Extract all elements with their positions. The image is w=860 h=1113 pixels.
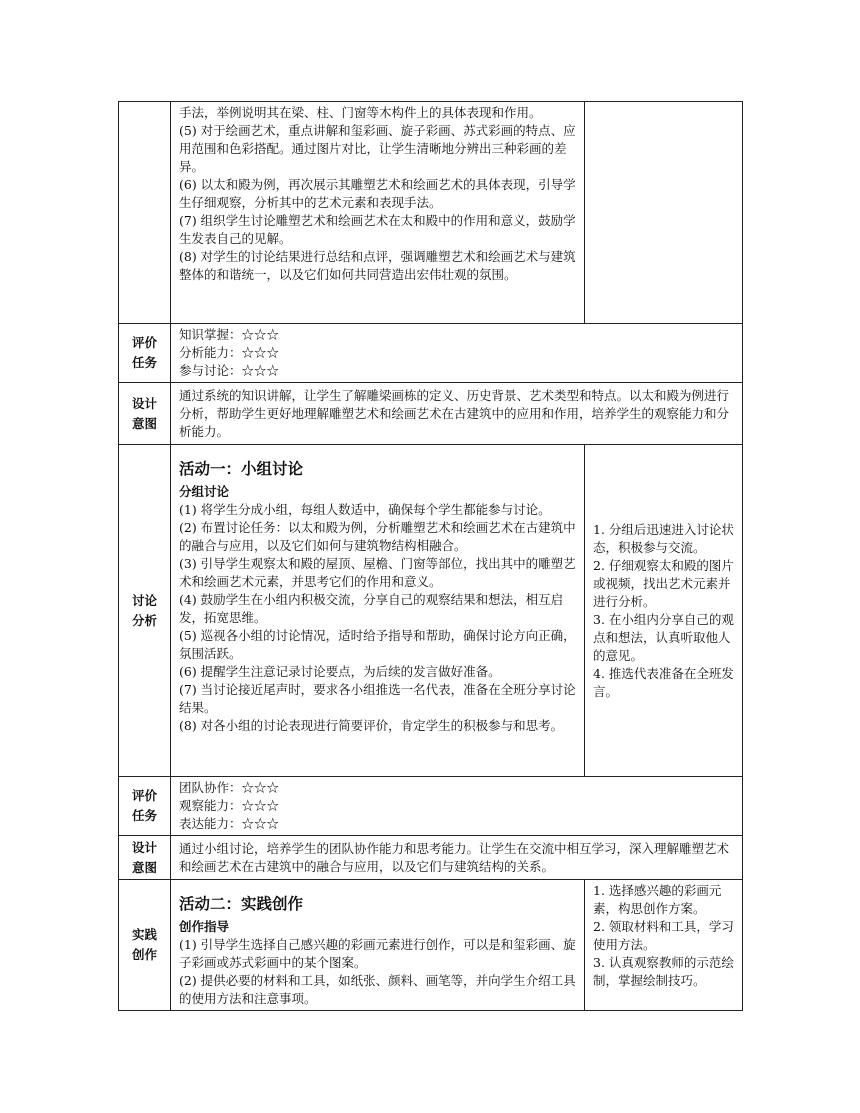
discussion-label: 讨论分析 xyxy=(119,445,171,777)
student-activity-cell xyxy=(585,102,743,324)
content-line: 手法，举例说明其在梁、柱、门窗等木构件上的具体表现和作用。 xyxy=(179,105,542,120)
practice-line: (1) 引导学生选择自己感兴趣的彩画元素进行创作，可以是和玺彩画、旋子彩画或苏式彩画中的某个图案。 xyxy=(179,937,576,970)
design-intent-row-2 xyxy=(119,836,743,880)
practice-label: 实践创作 xyxy=(119,880,171,1011)
student-activity-item: 3. 在小组内分享自己的观点和想法，认真听取他人的意见。 xyxy=(593,611,734,663)
activity-title: 活动二：实践创作 xyxy=(179,895,304,913)
design-intent-row-1 xyxy=(119,383,743,445)
practice-student-cell xyxy=(585,880,743,1011)
activity-subtitle: 创作指导 xyxy=(179,919,230,934)
activity-subtitle: 分组讨论 xyxy=(179,484,230,499)
discussion-line: (1) 将学生分成小组，每组人数适中，确保每个学生都能参与讨论。 xyxy=(179,502,551,517)
discussion-row xyxy=(119,445,743,777)
teaching-content-row xyxy=(119,102,743,324)
discussion-cell xyxy=(171,445,585,777)
discussion-line: (2) 布置讨论任务：以太和殿为例，分析雕塑艺术和绘画艺术在古建筑中的融合与应用，以及它们如何与建筑物结构相融合。 xyxy=(179,520,576,553)
discussion-line: (7) 当讨论接近尾声时，要求各小组推选一名代表，准备在全班分享讨论结果。 xyxy=(179,682,576,715)
lesson-plan-page xyxy=(118,101,742,1011)
design-intent-label: 设计意图 xyxy=(119,836,171,880)
evaluation-row-2 xyxy=(119,777,743,836)
discussion-line: (6) 提醒学生注意记录讨论要点，为后续的发言做好准备。 xyxy=(179,664,501,679)
design-intent-text: 通过系统的知识讲解，让学生了解雕梁画栋的定义、历史背景、艺术类型和特点。以太和殿为例进行分析，帮助学生更好地理解雕塑艺术和绘画艺术在古建筑中的应用和作用，培养学生的观察能力和分析能力。 xyxy=(179,387,730,439)
student-activity-item: 2. 仔细观察太和殿的图片或视频，找出艺术元素并进行分析。 xyxy=(593,557,734,609)
evaluation-item: 分析能力：☆☆☆ xyxy=(179,345,280,360)
design-intent-text: 通过小组讨论，培养学生的团队协作能力和思考能力。让学生在交流中相互学习，深入理解雕塑艺术和绘画艺术在古建筑中的融合与应用，以及它们与建筑结构的关系。 xyxy=(179,840,730,874)
row-label-empty xyxy=(119,102,171,324)
evaluation-item: 表达能力：☆☆☆ xyxy=(179,816,280,831)
lesson-plan-table xyxy=(118,101,743,1011)
evaluation-row-1 xyxy=(119,324,743,383)
design-intent-cell xyxy=(171,836,743,880)
content-line: (5) 对于绘画艺术，重点讲解和玺彩画、旋子彩画、苏式彩画的特点、应用范围和色彩搭配。通过图片对比，让学生清晰地分辨出三种彩画的差异。 xyxy=(179,123,576,174)
student-activity-item: 1. 分组后迅速进入讨论状态，积极参与交流。 xyxy=(593,521,734,555)
discussion-line: (4) 鼓励学生在小组内积极交流，分享自己的观察结果和想法，相互启发，拓宽思维。 xyxy=(179,592,564,625)
content-line: (7) 组织学生讨论雕塑艺术和绘画艺术在太和殿中的作用和意义，鼓励学生发表自己的见解。 xyxy=(179,213,576,246)
teaching-content-cell xyxy=(171,102,585,324)
discussion-line: (5) 巡视各小组的讨论情况，适时给予指导和帮助，确保讨论方向正确，氛围活跃。 xyxy=(179,628,576,661)
evaluation-item: 团队协作：☆☆☆ xyxy=(179,780,280,795)
practice-line: (2) 提供必要的材料和工具，如纸张、颜料、画笔等，并向学生介绍工具的使用方法和注意事项。 xyxy=(179,973,576,1006)
design-intent-label: 设计意图 xyxy=(119,383,171,445)
evaluation-item: 参与讨论：☆☆☆ xyxy=(179,363,280,378)
evaluation-cell xyxy=(171,324,743,383)
practice-cell xyxy=(171,880,585,1011)
content-line: (6) 以太和殿为例，再次展示其雕塑艺术和绘画艺术的具体表现，引导学生仔细观察，分析其中的艺术元素和表现手法。 xyxy=(179,177,576,210)
evaluation-label: 评价任务 xyxy=(119,777,171,836)
evaluation-item: 知识掌握：☆☆☆ xyxy=(179,327,280,342)
activity-title: 活动一：小组讨论 xyxy=(179,460,304,478)
student-activity-item: 2. 领取材料和工具，学习使用方法。 xyxy=(593,919,734,952)
evaluation-cell xyxy=(171,777,743,836)
design-intent-cell xyxy=(171,383,743,445)
student-activity-item: 4. 推选代表准备在全班发言。 xyxy=(593,665,734,699)
discussion-line: (8) 对各小组的讨论表现进行简要评价，肯定学生的积极参与和思考。 xyxy=(179,718,564,733)
content-line: (8) 对学生的讨论结果进行总结和点评，强调雕塑艺术和绘画艺术与建筑整体的和谐统一，以及它们如何共同营造出宏伟壮观的氛围。 xyxy=(179,249,576,282)
practice-row xyxy=(119,880,743,1011)
evaluation-label: 评价任务 xyxy=(119,324,171,383)
discussion-student-cell xyxy=(585,445,743,777)
evaluation-item: 观察能力：☆☆☆ xyxy=(179,798,280,813)
student-activity-item: 1. 选择感兴趣的彩画元素，构思创作方案。 xyxy=(593,883,722,916)
student-activity-item: 3. 认真观察教师的示范绘制，掌握绘制技巧。 xyxy=(593,955,734,988)
discussion-line: (3) 引导学生观察太和殿的屋顶、屋檐、门窗等部位，找出其中的雕塑艺术和绘画艺术元素，并思考它们的作用和意义。 xyxy=(179,556,576,589)
